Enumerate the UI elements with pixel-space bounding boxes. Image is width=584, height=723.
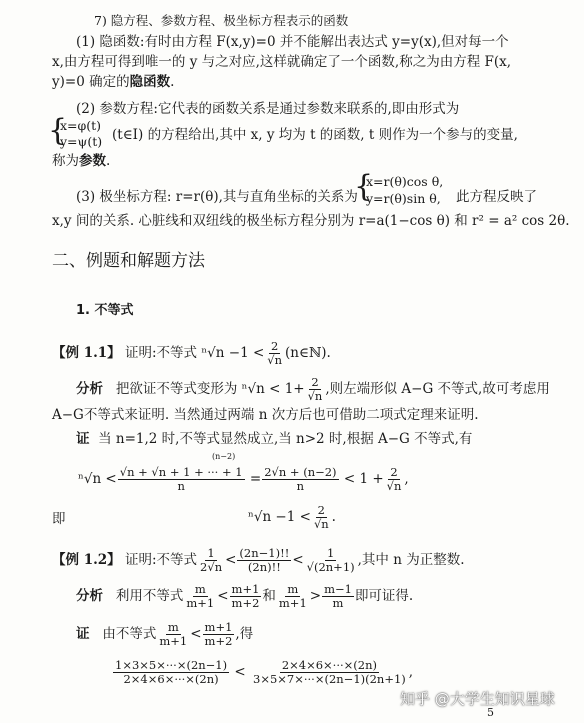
left-brace-icon: { [48,113,68,148]
polar-system-row-2: y=r(θ)sin θ, [366,191,441,206]
analysis-label: 分析 [76,588,103,604]
implicit-line-1: (1) 隐函数:有时由方程 F(x,y)=0 并不能解出表达式 y=y(x),但对每一个 [76,34,509,50]
param-system-row-1: x=φ(t) [60,118,102,133]
fraction: $\frac{1}{√(2n+1)}$ [306,546,355,574]
fraction: $\frac{2}{√n}$ [267,339,282,367]
fraction: $\frac{m}{m+1}$ [186,582,215,610]
polar-line-1a: (3) 极坐标方程: r=r(θ),其与直角坐标的关系为 [76,189,358,205]
section-title: 7) 隐方程、参数方程、极坐标方程表示的函数 [94,13,349,28]
polar-line-1b: 此方程反映了 [456,189,537,205]
example-1-2-analysis: 分析 利用不等式 $\frac{m}{m+1}$ < $\frac{m+1}{m+2}$ 和 $\frac{m}{m+1}$ > $\frac{m-1}{m}$ 即可证得. [76,582,414,610]
param-system-row-2: y=ψ(t) [60,134,103,149]
term-implicit-function: 隐函数 [129,74,171,90]
fraction: $\frac{m}{m+1}$ [278,582,307,610]
parametric-line-1: (2) 参数方程:它代表的函数关系是通过参数来联系的,即由形式为 [76,101,460,117]
term-parameter: 参数 [79,153,106,169]
example-1-1-statement: 【例 1.1】 证明:不等式 ⁿ√n −1 < $\frac{2}{√n}$ (n∈ℕ). [52,339,331,367]
example-1-2-statement: 【例 1.2】 证明:不等式 $\frac{1}{2√n}$ < $\frac{(2n-1)!!}{(2n)!!}$ < $\frac{1}{√(2n+1)}$ ,其中 n 为正整数. [52,546,465,574]
overbrace-label: (n−2) [212,452,236,461]
amgm-equation: ⁿ√n < $\frac{√n + √n + 1 + \cdot\cdot\cdot + 1}{n}$ = $\frac{2√n + (n-2)}{n}$ < 1 + $\frac{2}{√n}$ , [78,465,409,493]
polar-system-row-1: x=r(θ)cos θ, [366,174,444,189]
result-equation: ⁿ√n −1 < $\frac{2}{√n}$ . [248,503,336,531]
example-1-1-analysis-line-2: A−G不等式来证明. 当然通过两端 n 次方后也可借助二项式定理来证明. [52,407,479,423]
watermark: 知乎 @大学生知识星球 [400,690,555,708]
page-number: 5 [487,706,494,719]
example-1-1-analysis: 分析 把欲证不等式变形为 ⁿ√n < 1+ $\frac{2}{√n}$ ,则左端形似 A−G 不等式,故可考虑用 [76,375,550,403]
polar-line-2: x,y 间的关系. 心脏线和双纽线的极坐标方程分别为 r=a(1−cos θ) 和 r² = a² cos 2θ. [52,213,570,229]
fraction: $\frac{2}{√n}$ [386,465,402,493]
subsection-heading: 1. 不等式 [76,303,134,318]
therefore-label: 即 [52,511,66,527]
example-1-1-proof: 证 当 n=1,2 时,不等式显然成立,当 n>2 时,根据 A−G 不等式,有 [76,431,473,447]
proof-label: 证 [76,626,90,642]
example-1-2-proof: 证 由不等式 $\frac{m}{m+1}$ < $\frac{m+1}{m+2}$ ,得 [76,620,254,648]
fraction: $\frac{m}{m+1}$ [159,620,188,648]
example-label: 【例 1.2】 [52,552,121,568]
example-label: 【例 1.1】 [52,345,121,361]
parametric-line-2: (t∈I) 的方程给出,其中 x, y 均为 t 的函数, t 则作为一个参与的变量, [112,127,518,143]
section-heading: 二、例题和解题方法 [52,251,205,271]
fraction: $\frac{2}{√n}$ [307,375,323,403]
fraction: $\frac{1\times 3\times 5\times\cdot\cdot\cdot\times(2n-1)}{2\times 4\times 6\times\cdot\cdot\cdot\times(2n)}$ [115,658,228,686]
fraction: $\frac{1}{2√n}$ [200,546,223,574]
fraction: $\frac{m-1}{m}$ [324,582,352,610]
implicit-line-2: x,由方程可得到唯一的 y 与之对应,这样就确定了一个函数,称之为由方程 F(x, [52,54,512,70]
parametric-line-3: 称为参数. [52,153,111,169]
left-brace-icon: { [354,169,374,204]
analysis-label: 分析 [76,381,103,397]
fraction: $\frac{2}{√n}$ [313,503,329,531]
fraction: $\frac{m+1}{m+2}$ [231,582,260,610]
fraction: $\frac{2\times 4\times 6\times\cdot\cdot\cdot\times(2n)}{3\times 5\times 7\times\cdot\cdot\cdot\times(2n-1)(2n+1)}$ [253,658,406,686]
implicit-line-3: y)=0 确定的隐函数. [52,74,175,90]
fraction: $\frac{2√n + (n-2)}{n}$ [264,465,337,493]
product-inequality: $\frac{1\times 3\times 5\times\cdot\cdot\cdot\times(2n-1)}{2\times 4\times 6\times\cdot\cdot\cdot\times(2n)}$ < $\frac{2\times 4\times 6\times\cdot\cdot\cdot\times(2n)}{3\times 5\times 7\times\cdot\cdot\cdot\times(2n-1)(2n+1)}$ , [115,658,414,686]
fraction: $\frac{√n + √n + 1 + \cdot\cdot\cdot + 1}{n}$ [119,465,243,493]
proof-label: 证 [76,431,90,447]
fraction: $\frac{m+1}{m+2}$ [204,620,233,648]
fraction: $\frac{(2n-1)!!}{(2n)!!}$ [239,546,290,574]
